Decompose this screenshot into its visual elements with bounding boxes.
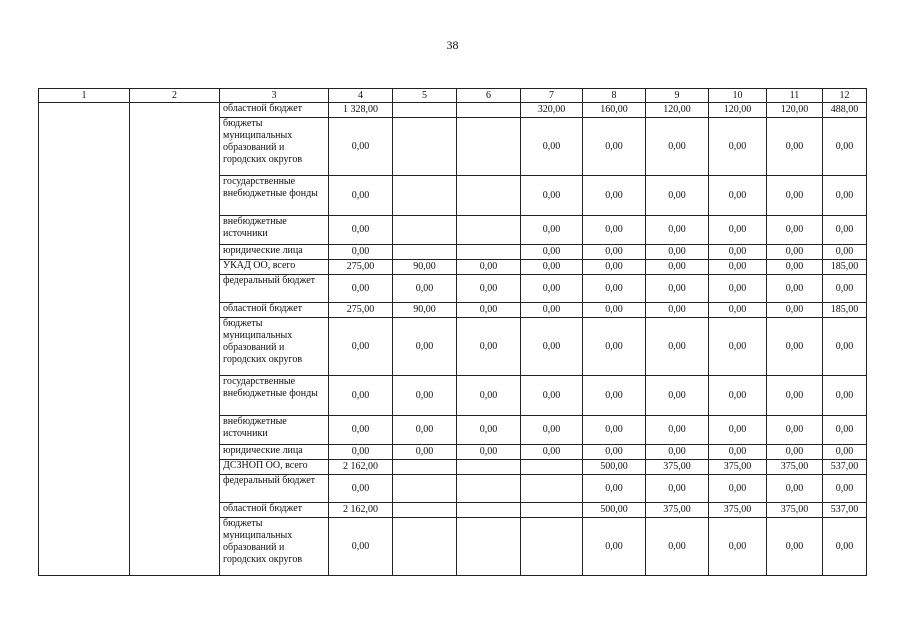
- amount-cell: 0,00: [646, 416, 709, 445]
- amount-cell: 0,00: [329, 475, 393, 503]
- amount-cell: 0,00: [583, 416, 646, 445]
- amount-cell: 0,00: [709, 260, 767, 275]
- amount-cell: 375,00: [767, 460, 823, 475]
- amount-cell: [393, 503, 457, 518]
- amount-cell: 0,00: [329, 118, 393, 176]
- amount-cell: 0,00: [521, 303, 583, 318]
- amount-cell: [393, 475, 457, 503]
- amount-cell: [457, 176, 521, 216]
- amount-cell: 0,00: [583, 318, 646, 376]
- amount-cell: 0,00: [521, 275, 583, 303]
- amount-cell: 0,00: [823, 376, 867, 416]
- amount-cell: 0,00: [646, 318, 709, 376]
- amount-cell: [457, 103, 521, 118]
- amount-cell: 0,00: [583, 376, 646, 416]
- amount-cell: 0,00: [823, 275, 867, 303]
- amount-cell: 0,00: [646, 176, 709, 216]
- funding-source-label: бюджеты муниципальных образований и городских округов: [220, 318, 329, 376]
- amount-cell: 0,00: [709, 376, 767, 416]
- column-header: 4: [329, 89, 393, 103]
- amount-cell: 0,00: [646, 245, 709, 260]
- column-header: 6: [457, 89, 521, 103]
- amount-cell: [457, 475, 521, 503]
- merged-empty-cell-col1: [39, 103, 130, 576]
- amount-cell: 0,00: [583, 518, 646, 576]
- amount-cell: 537,00: [823, 460, 867, 475]
- amount-cell: 0,00: [521, 445, 583, 460]
- amount-cell: 537,00: [823, 503, 867, 518]
- amount-cell: [393, 103, 457, 118]
- amount-cell: 0,00: [521, 416, 583, 445]
- amount-cell: 0,00: [583, 260, 646, 275]
- amount-cell: 0,00: [646, 275, 709, 303]
- amount-cell: [521, 460, 583, 475]
- amount-cell: [457, 503, 521, 518]
- funding-source-label: федеральный бюджет: [220, 475, 329, 503]
- amount-cell: 0,00: [329, 216, 393, 245]
- amount-cell: 0,00: [709, 518, 767, 576]
- column-header: 9: [646, 89, 709, 103]
- amount-cell: 0,00: [583, 275, 646, 303]
- amount-cell: 0,00: [521, 216, 583, 245]
- amount-cell: 1 328,00: [329, 103, 393, 118]
- amount-cell: 0,00: [823, 445, 867, 460]
- amount-cell: 320,00: [521, 103, 583, 118]
- amount-cell: 0,00: [583, 475, 646, 503]
- funding-source-label: бюджеты муниципальных образований и городских округов: [220, 518, 329, 576]
- table-header: [39, 89, 867, 103]
- amount-cell: 0,00: [767, 376, 823, 416]
- amount-cell: 185,00: [823, 303, 867, 318]
- amount-cell: 0,00: [646, 216, 709, 245]
- amount-cell: 0,00: [767, 216, 823, 245]
- amount-cell: 0,00: [646, 376, 709, 416]
- amount-cell: 185,00: [823, 260, 867, 275]
- amount-cell: 0,00: [521, 318, 583, 376]
- amount-cell: 0,00: [521, 118, 583, 176]
- amount-cell: 0,00: [329, 518, 393, 576]
- amount-cell: 0,00: [767, 260, 823, 275]
- amount-cell: 0,00: [457, 445, 521, 460]
- amount-cell: 0,00: [457, 318, 521, 376]
- amount-cell: 0,00: [521, 245, 583, 260]
- amount-cell: 0,00: [823, 318, 867, 376]
- amount-cell: 375,00: [709, 460, 767, 475]
- amount-cell: 120,00: [767, 103, 823, 118]
- amount-cell: [521, 518, 583, 576]
- amount-cell: 0,00: [823, 245, 867, 260]
- amount-cell: 0,00: [583, 245, 646, 260]
- amount-cell: 0,00: [709, 118, 767, 176]
- amount-cell: 0,00: [823, 518, 867, 576]
- amount-cell: 0,00: [767, 518, 823, 576]
- amount-cell: 0,00: [646, 475, 709, 503]
- funding-source-label: внебюджетные источники: [220, 216, 329, 245]
- amount-cell: 120,00: [646, 103, 709, 118]
- funding-source-label: государственные внебюджетные фонды: [220, 176, 329, 216]
- amount-cell: [393, 460, 457, 475]
- amount-cell: [457, 460, 521, 475]
- amount-cell: 2 162,00: [329, 460, 393, 475]
- amount-cell: 0,00: [329, 275, 393, 303]
- amount-cell: 0,00: [767, 303, 823, 318]
- amount-cell: 160,00: [583, 103, 646, 118]
- amount-cell: 0,00: [709, 245, 767, 260]
- amount-cell: 0,00: [709, 475, 767, 503]
- amount-cell: 0,00: [823, 416, 867, 445]
- amount-cell: 0,00: [823, 475, 867, 503]
- funding-source-label: областной бюджет: [220, 103, 329, 118]
- amount-cell: 0,00: [583, 118, 646, 176]
- amount-cell: 0,00: [393, 445, 457, 460]
- amount-cell: 2 162,00: [329, 503, 393, 518]
- amount-cell: [457, 118, 521, 176]
- amount-cell: 0,00: [393, 416, 457, 445]
- amount-cell: 0,00: [646, 303, 709, 318]
- amount-cell: 275,00: [329, 303, 393, 318]
- table-body: [39, 103, 867, 576]
- amount-cell: 0,00: [823, 176, 867, 216]
- amount-cell: [457, 518, 521, 576]
- amount-cell: 0,00: [767, 245, 823, 260]
- amount-cell: 0,00: [329, 245, 393, 260]
- amount-cell: 0,00: [709, 275, 767, 303]
- amount-cell: 500,00: [583, 460, 646, 475]
- header-row: [39, 89, 867, 103]
- amount-cell: 0,00: [767, 275, 823, 303]
- amount-cell: 0,00: [767, 118, 823, 176]
- column-header: 8: [583, 89, 646, 103]
- page-number: 38: [446, 38, 459, 52]
- column-header: 5: [393, 89, 457, 103]
- amount-cell: 0,00: [457, 303, 521, 318]
- amount-cell: 0,00: [393, 318, 457, 376]
- amount-cell: 488,00: [823, 103, 867, 118]
- amount-cell: 0,00: [457, 260, 521, 275]
- amount-cell: 0,00: [393, 275, 457, 303]
- amount-cell: 0,00: [767, 176, 823, 216]
- amount-cell: 0,00: [329, 416, 393, 445]
- column-header: 7: [521, 89, 583, 103]
- column-header: 1: [39, 89, 130, 103]
- amount-cell: 0,00: [329, 445, 393, 460]
- amount-cell: 0,00: [521, 176, 583, 216]
- table-row: [39, 103, 867, 118]
- amount-cell: 0,00: [583, 176, 646, 216]
- amount-cell: 0,00: [646, 260, 709, 275]
- amount-cell: [457, 245, 521, 260]
- amount-cell: 0,00: [646, 518, 709, 576]
- amount-cell: 0,00: [709, 445, 767, 460]
- amount-cell: [521, 475, 583, 503]
- amount-cell: 0,00: [457, 376, 521, 416]
- column-header: 3: [220, 89, 329, 103]
- amount-cell: 0,00: [393, 376, 457, 416]
- funding-source-label: областной бюджет: [220, 503, 329, 518]
- merged-empty-cell-col2: [130, 103, 220, 576]
- funding-source-label: юридические лица: [220, 445, 329, 460]
- amount-cell: 120,00: [709, 103, 767, 118]
- funding-source-label: областной бюджет: [220, 303, 329, 318]
- column-header: 2: [130, 89, 220, 103]
- amount-cell: [393, 216, 457, 245]
- amount-cell: [393, 518, 457, 576]
- column-header: 10: [709, 89, 767, 103]
- funding-source-label: внебюджетные источники: [220, 416, 329, 445]
- amount-cell: 375,00: [646, 503, 709, 518]
- amount-cell: [393, 245, 457, 260]
- amount-cell: 275,00: [329, 260, 393, 275]
- amount-cell: 375,00: [767, 503, 823, 518]
- amount-cell: 0,00: [583, 445, 646, 460]
- amount-cell: 90,00: [393, 303, 457, 318]
- amount-cell: 0,00: [767, 416, 823, 445]
- amount-cell: 0,00: [823, 216, 867, 245]
- column-header: 12: [823, 89, 867, 103]
- amount-cell: [521, 503, 583, 518]
- amount-cell: 375,00: [646, 460, 709, 475]
- funding-source-label: УКАД ОО, всего: [220, 260, 329, 275]
- amount-cell: 0,00: [709, 176, 767, 216]
- amount-cell: [457, 216, 521, 245]
- amount-cell: 90,00: [393, 260, 457, 275]
- amount-cell: [393, 176, 457, 216]
- amount-cell: [393, 118, 457, 176]
- amount-cell: 0,00: [521, 260, 583, 275]
- amount-cell: 0,00: [646, 118, 709, 176]
- amount-cell: 0,00: [583, 216, 646, 245]
- amount-cell: 0,00: [767, 475, 823, 503]
- funding-source-label: бюджеты муниципальных образований и городских округов: [220, 118, 329, 176]
- amount-cell: 0,00: [521, 376, 583, 416]
- amount-cell: 0,00: [709, 303, 767, 318]
- amount-cell: 0,00: [457, 416, 521, 445]
- funding-source-label: государственные внебюджетные фонды: [220, 376, 329, 416]
- amount-cell: 375,00: [709, 503, 767, 518]
- amount-cell: 0,00: [329, 318, 393, 376]
- amount-cell: 0,00: [646, 445, 709, 460]
- amount-cell: 0,00: [709, 416, 767, 445]
- amount-cell: 0,00: [329, 376, 393, 416]
- amount-cell: 0,00: [709, 216, 767, 245]
- funding-source-label: ДСЗНОП ОО, всего: [220, 460, 329, 475]
- column-header: 11: [767, 89, 823, 103]
- amount-cell: 0,00: [583, 303, 646, 318]
- amount-cell: 0,00: [457, 275, 521, 303]
- funding-source-label: федеральный бюджет: [220, 275, 329, 303]
- amount-cell: 0,00: [709, 318, 767, 376]
- amount-cell: 0,00: [329, 176, 393, 216]
- amount-cell: 0,00: [823, 118, 867, 176]
- amount-cell: 500,00: [583, 503, 646, 518]
- amount-cell: 0,00: [767, 318, 823, 376]
- funding-source-label: юридические лица: [220, 245, 329, 260]
- budget-table: [38, 88, 867, 576]
- amount-cell: 0,00: [767, 445, 823, 460]
